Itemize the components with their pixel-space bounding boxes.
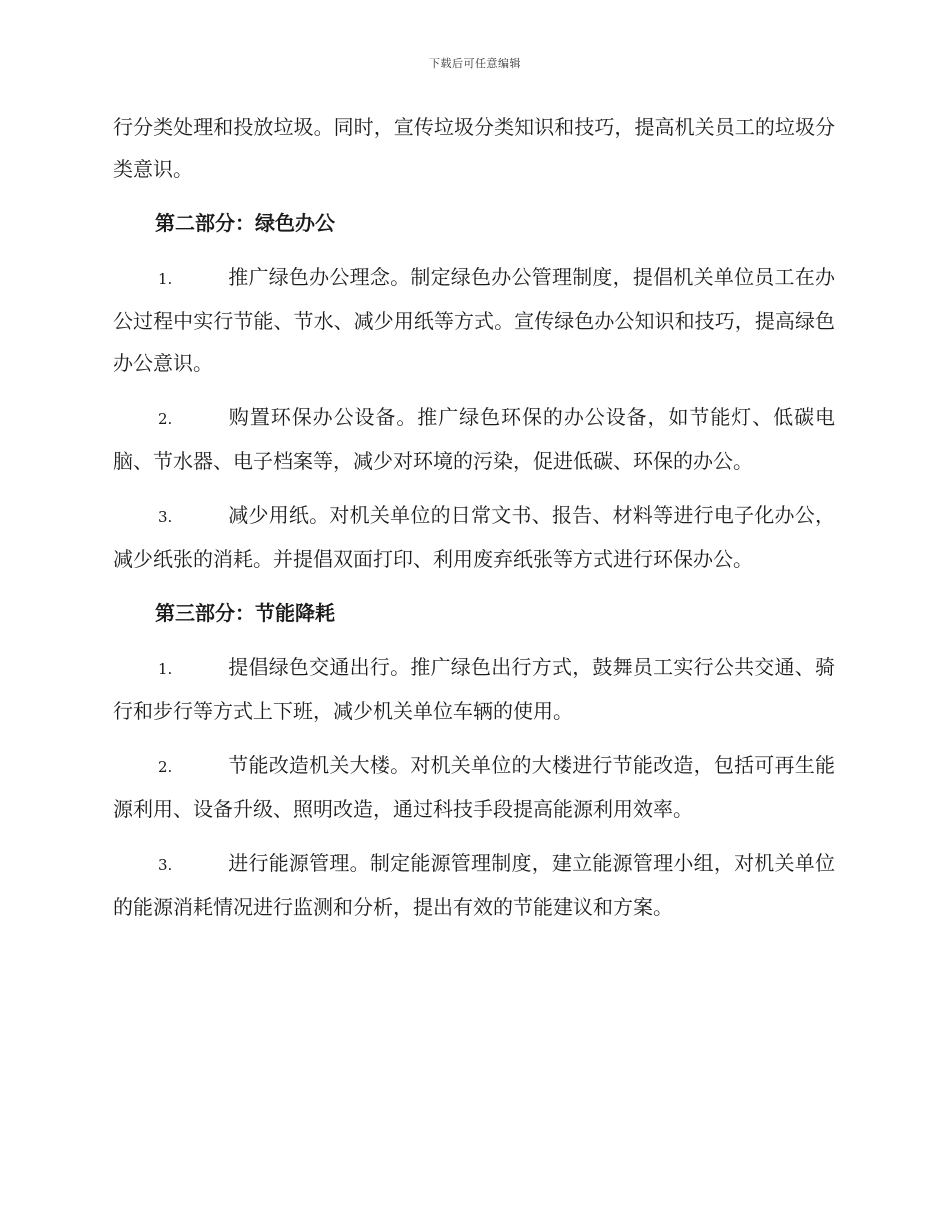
section-heading: 第三部分：节能降耗 [155, 601, 335, 625]
list-item [113, 646, 835, 732]
list-number: 3. [158, 856, 173, 874]
list-item [113, 256, 835, 384]
intro-paragraph: 行分类处理和投放垃圾。同时，宣传垃圾分类知识和技巧，提高机关员工的垃圾分类意识。 [113, 115, 835, 181]
list-item [113, 494, 835, 580]
list-item [113, 396, 835, 482]
list-number: 2. [158, 410, 173, 428]
list-text: 提倡绿色交通出行。推广绿色出行方式，鼓舞员工实行公共交通、骑行和步行等方式上下班，减少机关单位车辆的使用。 [113, 655, 835, 723]
header-note: 下载后可任意编辑 [429, 57, 521, 70]
section-energy-saving [113, 592, 835, 928]
list-text: 进行能源管理。制定能源管理制度，建立能源管理小组，对机关单位的能源消耗情况进行监测和分析，提出有效的节能建议和方案。 [113, 851, 835, 919]
section-green-office [113, 202, 835, 580]
list-text: 节能改造机关大楼。对机关单位的大楼进行节能改造，包括可再生能源利用、设备升级、照明改造，通过科技手段提高能源利用效率。 [113, 753, 835, 821]
list-text: 购置环保办公设备。推广绿色环保的办公设备，如节能灯、低碳电脑、节水器、电子档案等，减少对环境的污染，促进低碳、环保的办公。 [113, 405, 835, 473]
list-item [113, 744, 835, 830]
list-number: 1. [158, 660, 173, 678]
list-number: 1. [158, 270, 173, 288]
list-number: 2. [158, 758, 173, 776]
section-heading: 第二部分：绿色办公 [155, 211, 335, 235]
list-item [113, 842, 835, 928]
document-body [113, 106, 835, 940]
list-text: 减少用纸。对机关单位的日常文书、报告、材料等进行电子化办公，减少纸张的消耗。并提倡双面打印、利用废弃纸张等方式进行环保办公。 [113, 503, 835, 571]
list-text: 推广绿色办公理念。制定绿色办公管理制度，提倡机关单位员工在办公过程中实行节能、节水、减少用纸等方式。宣传绿色办公知识和技巧，提高绿色办公意识。 [113, 265, 835, 375]
list-number: 3. [158, 508, 173, 526]
